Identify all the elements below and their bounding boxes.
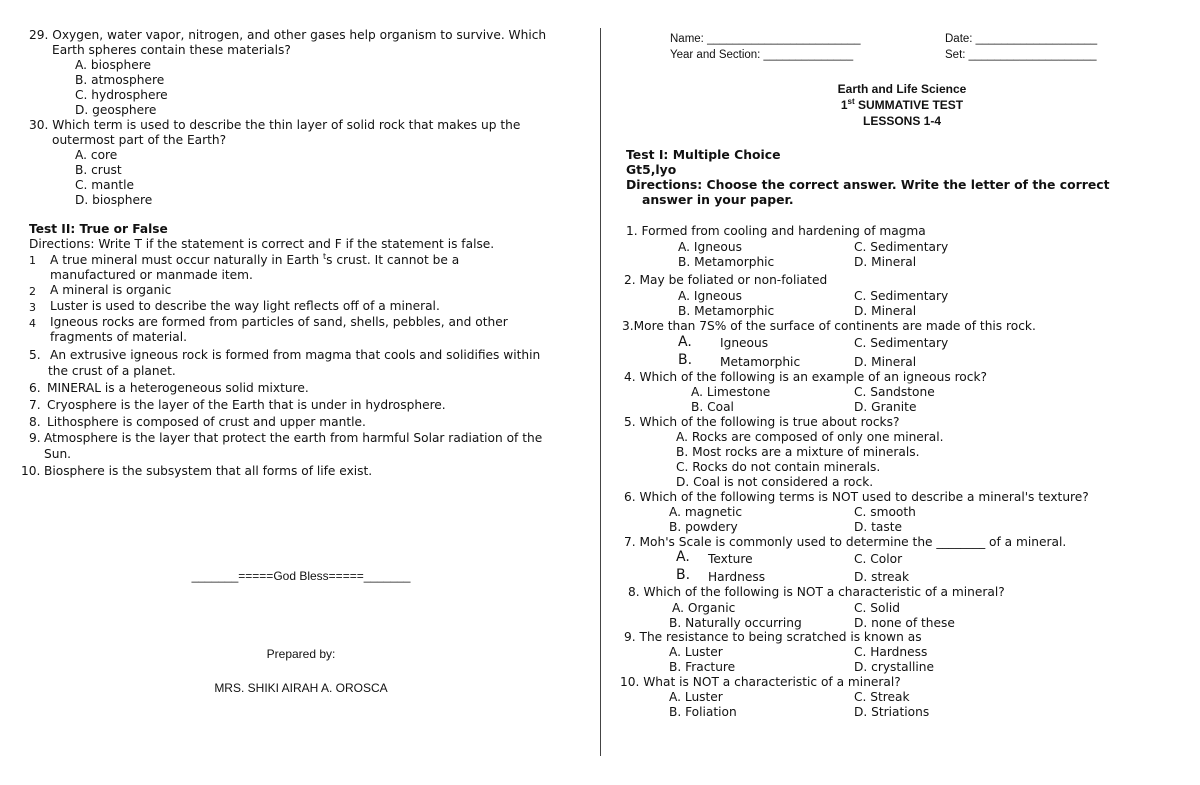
tf-item-5-cont: the crust of a planet. [48, 364, 176, 378]
test1-directions: Directions: Choose the correct answer. Write the letter of the correct [626, 177, 1110, 192]
tf-item-1-cont: manufactured or manmade item. [50, 268, 253, 282]
prepared-by-label: Prepared by: [266, 647, 336, 661]
test1-directions-cont: answer in your paper. [642, 192, 794, 207]
mc-q2-stem: 2. May be foliated or non-foliated [624, 273, 828, 287]
mc-q3-stem: 3.More than 7S% of the surface of continents are made of this rock. [622, 319, 1036, 333]
test-title: 1st SUMMATIVE TEST [840, 97, 964, 112]
mc-q6-d: D. taste [854, 520, 903, 534]
teacher-name: MRS. SHIKI AIRAH A. OROSCA [214, 681, 388, 695]
tf-item-3: Luster is used to describe the way light reflects off of a mineral. [50, 299, 440, 313]
mc-q4-c: C. Sandstone [854, 385, 935, 399]
tf-num-7: 7. [29, 398, 41, 412]
mc-q2-c: C. Sedimentary [854, 289, 949, 303]
tf-num-2: 2 [29, 285, 36, 298]
year-section-field: Year and Section: ______________ [670, 49, 854, 61]
mc-q9-a: A. Luster [669, 645, 723, 659]
mc-q8-d: D. none of these [854, 616, 955, 630]
q30-option-c: C. mantle [75, 178, 134, 192]
mc-q3-d: D. Mineral [854, 355, 917, 369]
q30-stem: 30. Which term is used to describe the thin layer of solid rock that makes up the [29, 118, 521, 132]
tf-item-6: MINERAL is a heterogeneous solid mixture. [47, 381, 309, 395]
q29-option-d: D. geosphere [75, 103, 157, 117]
mc-q7-b: Hardness [708, 570, 766, 584]
mc-q4-b: B. Coal [691, 400, 734, 414]
subject-title: Earth and Life Science [837, 82, 967, 96]
q29-stem: 29. Oxygen, water vapor, nitrogen, and other gases help organism to survive. Which [29, 28, 547, 42]
tf-item-8: Lithosphere is composed of crust and upper mantle. [47, 415, 366, 429]
q30-option-b: B. crust [75, 163, 122, 177]
q29-option-c: C. hydrosphere [75, 88, 168, 102]
q29-stem-cont: Earth spheres contain these materials? [52, 43, 291, 57]
tf-item-1: A true mineral must occur naturally in Earth $^t$s crust. It cannot be a [50, 251, 460, 267]
mc-q1-c: C. Sedimentary [854, 240, 949, 254]
mc-q7-a: Texture [708, 552, 753, 566]
mc-q7-b-letter: B. [676, 567, 691, 583]
mc-q7-stem: 7. Moh's Scale is commonly used to determine the ________ of a mineral. [624, 535, 1067, 549]
mc-q6-b: B. powdery [669, 520, 738, 534]
tf-item-4: Igneous rocks are formed from particles of sand, shells, pebbles, and other [50, 315, 508, 329]
tf-item-2: A mineral is organic [50, 283, 172, 297]
tf-item-9: Atmosphere is the layer that protect the earth from harmful Solar radiation of the [44, 431, 543, 445]
test1-title: Test I: Multiple Choice [626, 147, 781, 162]
god-bless-line: _______=====God Bless=====_______ [191, 569, 411, 583]
mc-q7-c: C. Color [854, 552, 903, 566]
tf-num-5: 5. [29, 348, 41, 362]
mc-q9-d: D. crystalline [854, 660, 935, 674]
mc-q6-a: A. magnetic [669, 505, 743, 519]
tf-item-7: Cryosphere is the layer of the Earth that is under in hydrosphere. [47, 398, 446, 412]
mc-q10-d: D. Striations [854, 705, 930, 719]
test2-title: Test II: True or False [29, 222, 168, 236]
column-divider [600, 28, 601, 756]
mc-q3-a-letter: A. [678, 334, 692, 350]
mc-q2-a: A. Igneous [678, 289, 742, 303]
q29-option-a: A. biosphere [75, 58, 151, 72]
mc-q7-d: D. streak [854, 570, 910, 584]
mc-q1-stem: 1. Formed from cooling and hardening of magma [626, 224, 926, 238]
tf-num-6: 6. [29, 381, 41, 395]
mc-q4-stem: 4. Which of the following is an example of an igneous rock? [624, 370, 987, 384]
mc-q5-c: C. Rocks do not contain minerals. [676, 460, 881, 474]
mc-q7-a-letter: A. [676, 549, 690, 565]
mc-q5-a: A. Rocks are composed of only one mineral. [676, 430, 944, 444]
q29-option-b: B. atmosphere [75, 73, 165, 87]
mc-q3-a: Igneous [720, 336, 769, 350]
mc-q2-b: B. Metamorphic [678, 304, 775, 318]
tf-item-10: Biosphere is the subsystem that all forms of life exist. [44, 464, 373, 478]
mc-q5-b: B. Most rocks are a mixture of minerals. [676, 445, 920, 459]
date-field: Date: ___________________ [945, 33, 1098, 45]
mc-q10-c: C. Streak [854, 690, 910, 704]
test1-code: Gt5,lyo [626, 162, 677, 177]
name-field: Name: ________________________ [670, 33, 861, 45]
tf-num-1: 1 [29, 254, 36, 267]
mc-q8-c: C. Solid [854, 601, 900, 615]
mc-q4-d: D. Granite [854, 400, 917, 414]
mc-q1-b: B. Metamorphic [678, 255, 775, 269]
mc-q9-stem: 9. The resistance to being scratched is known as [624, 630, 922, 644]
mc-q5-stem: 5. Which of the following is true about rocks? [624, 415, 900, 429]
mc-q6-stem: 6. Which of the following terms is NOT used to describe a mineral's texture? [624, 490, 1089, 504]
mc-q10-b: B. Foliation [669, 705, 737, 719]
mc-q8-stem: 8. Which of the following is NOT a characteristic of a mineral? [628, 585, 1005, 599]
mc-q1-a: A. Igneous [678, 240, 742, 254]
tf-num-9: 9. [29, 431, 41, 445]
set-field: Set: ____________________ [945, 49, 1097, 61]
mc-q3-b: Metamorphic [720, 355, 801, 369]
tf-num-8: 8. [29, 415, 41, 429]
mc-q2-d: D. Mineral [854, 304, 917, 318]
mc-q9-c: C. Hardness [854, 645, 928, 659]
mc-q10-a: A. Luster [669, 690, 723, 704]
mc-q8-a: A. Organic [672, 601, 736, 615]
test2-directions: Directions: Write T if the statement is correct and F if the statement is false. [29, 237, 495, 251]
tf-num-3: 3 [29, 301, 36, 314]
tf-item-4-cont: fragments of material. [50, 330, 187, 344]
q30-option-a: A. core [75, 148, 118, 162]
tf-num-10: 10. [21, 464, 41, 478]
mc-q3-b-letter: B. [678, 352, 693, 368]
mc-q1-d: D. Mineral [854, 255, 917, 269]
tf-item-9-cont: Sun. [44, 447, 72, 461]
right-column [602, 0, 1200, 785]
lessons-title: LESSONS 1-4 [862, 114, 942, 128]
tf-num-4: 4 [29, 317, 36, 330]
mc-q4-a: A. Limestone [691, 385, 771, 399]
mc-q3-c: C. Sedimentary [854, 336, 949, 350]
q30-stem-cont: outermost part of the Earth? [52, 133, 227, 147]
tf-item-5: An extrusive igneous rock is formed from magma that cools and solidifies within [50, 348, 541, 362]
mc-q10-stem: 10. What is NOT a characteristic of a mineral? [620, 675, 901, 689]
mc-q5-d: D. Coal is not considered a rock. [676, 475, 874, 489]
mc-q6-c: C. smooth [854, 505, 916, 519]
mc-q8-b: B. Naturally occurring [669, 616, 802, 630]
q30-option-d: D. biosphere [75, 193, 153, 207]
mc-q9-b: B. Fracture [669, 660, 736, 674]
